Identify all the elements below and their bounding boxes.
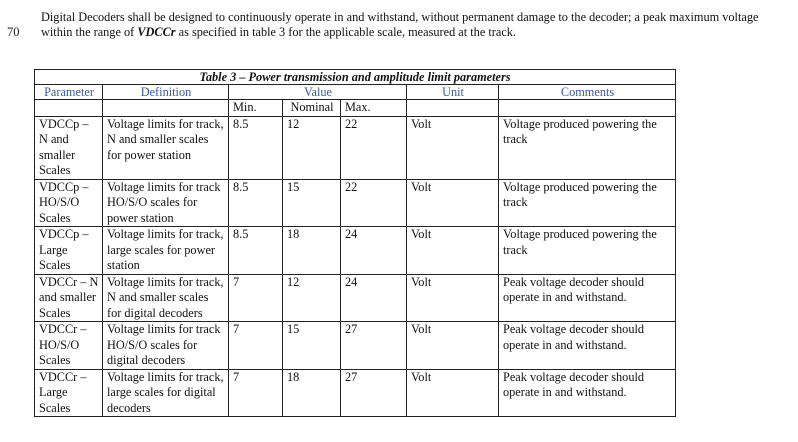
header-parameter: Parameter: [35, 85, 103, 100]
cell-min: 7: [229, 322, 283, 370]
table-row: [35, 227, 676, 275]
paragraph-text-after: as specified in table 3 for the applicable scale, measured at the track.: [175, 25, 516, 39]
cell-min: 7: [229, 274, 283, 322]
cell-comments: Voltage produced powering the track: [499, 227, 676, 275]
cell-nominal: 12: [283, 274, 341, 322]
cell-parameter: VDCCp – HO/S/O Scales: [35, 179, 103, 227]
cell-parameter: VDCCr – Large Scales: [35, 369, 103, 417]
cell-nominal: 15: [283, 322, 341, 370]
table-title: Table 3 – Power transmission and amplitude limit parameters: [35, 70, 676, 85]
line-number: 70: [7, 25, 20, 39]
cell-max: 24: [341, 227, 407, 275]
cell-definition: Voltage limits for track, N and smaller scales for power station: [103, 116, 229, 179]
cell-nominal: 12: [283, 116, 341, 179]
table-row: [35, 274, 676, 322]
cell-parameter: VDCCr – HO/S/O Scales: [35, 322, 103, 370]
cell-nominal: 18: [283, 227, 341, 275]
table-header-row: [35, 85, 676, 100]
table-row: [35, 179, 676, 227]
table-title-row: [35, 70, 676, 85]
table-row: [35, 322, 676, 370]
cell-max: 24: [341, 274, 407, 322]
cell-comments: Voltage produced powering the track: [499, 116, 676, 179]
cell-unit: Volt: [407, 227, 499, 275]
cell-max: 27: [341, 369, 407, 417]
cell-comments: Peak voltage decoder should operate in and withstand.: [499, 322, 676, 370]
cell-parameter: VDCCp – Large Scales: [35, 227, 103, 275]
header-value: Value: [229, 85, 407, 100]
cell-definition: Voltage limits for track, large scales for digital decoders: [103, 369, 229, 417]
subheader-empty-comments: [499, 100, 676, 117]
subheader-nominal: Nominal: [283, 100, 341, 117]
cell-comments: Peak voltage decoder should operate in and withstand.: [499, 369, 676, 417]
cell-definition: Voltage limits for track, N and smaller scales for digital decoders: [103, 274, 229, 322]
cell-definition: Voltage limits for track HO/S/O scales for power station: [103, 179, 229, 227]
subheader-min: Min.: [229, 100, 283, 117]
intro-paragraph: [41, 10, 791, 40]
paragraph-text-before: Digital Decoders shall be designed to continuously operate in and withstand, without permanent damage to the decoder; a peak maximum voltage within the range of: [41, 10, 759, 39]
cell-unit: Volt: [407, 369, 499, 417]
header-unit: Unit: [407, 85, 499, 100]
paragraph-term: VDCCr: [137, 25, 176, 39]
subheader-empty-unit: [407, 100, 499, 117]
subheader-empty-parameter: [35, 100, 103, 117]
cell-min: 8.5: [229, 116, 283, 179]
cell-min: 7: [229, 369, 283, 417]
cell-unit: Volt: [407, 116, 499, 179]
header-definition: Definition: [103, 85, 229, 100]
cell-definition: Voltage limits for track HO/S/O scales for digital decoders: [103, 322, 229, 370]
table-subheader-row: [35, 100, 676, 117]
table-row: [35, 369, 676, 417]
cell-parameter: VDCCr – N and smaller Scales: [35, 274, 103, 322]
cell-parameter: VDCCp – N and smaller Scales: [35, 116, 103, 179]
cell-definition: Voltage limits for track, large scales for power station: [103, 227, 229, 275]
cell-unit: Volt: [407, 274, 499, 322]
cell-unit: Volt: [407, 322, 499, 370]
parameters-table: [34, 69, 676, 417]
subheader-empty-definition: [103, 100, 229, 117]
subheader-max: Max.: [341, 100, 407, 117]
cell-max: 22: [341, 116, 407, 179]
cell-max: 27: [341, 322, 407, 370]
cell-min: 8.5: [229, 227, 283, 275]
cell-unit: Volt: [407, 179, 499, 227]
cell-comments: Voltage produced powering the track: [499, 179, 676, 227]
cell-min: 8.5: [229, 179, 283, 227]
cell-nominal: 18: [283, 369, 341, 417]
table-row: [35, 116, 676, 179]
cell-comments: Peak voltage decoder should operate in and withstand.: [499, 274, 676, 322]
cell-nominal: 15: [283, 179, 341, 227]
header-comments: Comments: [499, 85, 676, 100]
cell-max: 22: [341, 179, 407, 227]
